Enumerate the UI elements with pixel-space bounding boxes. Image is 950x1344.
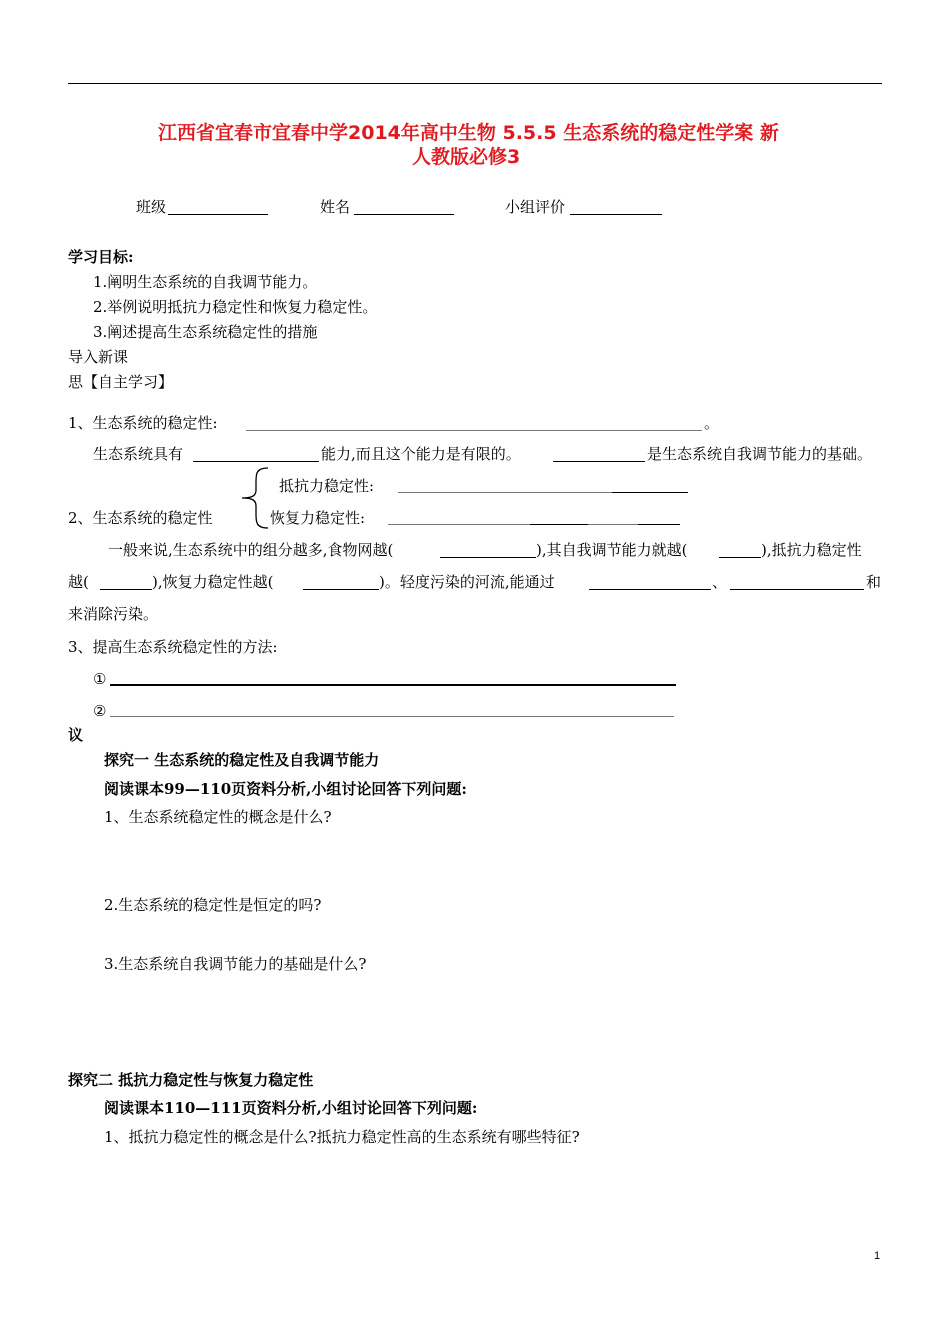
group-eval-label: 小组评价 bbox=[505, 198, 566, 216]
objective-item-2: 2.举例说明抵抗力稳定性和恢复力稳定性。 bbox=[93, 298, 378, 316]
q1-ability-blank[interactable] bbox=[193, 461, 319, 462]
objective-item-3: 3.阐述提高生态系统稳定性的措施 bbox=[93, 323, 318, 341]
q1-line2-text-c: 是生态系统自我调节能力的基础。 bbox=[647, 445, 873, 463]
curly-brace-icon bbox=[238, 466, 272, 530]
q2-recover-level-blank[interactable] bbox=[303, 589, 379, 590]
q2-para2-text-b: ),恢复力稳定性越( bbox=[152, 573, 274, 591]
document-title-line1: 江西省宜春市宜春中学2014年高中生物 5.5.5 生态系统的稳定性学案 新 bbox=[158, 122, 779, 144]
q3-item2-marker: ② bbox=[93, 702, 107, 720]
q2-foodweb-blank[interactable] bbox=[440, 557, 536, 558]
new-lesson-heading: 导入新课 bbox=[68, 348, 129, 366]
self-study-heading: 思【自主学习】 bbox=[68, 373, 174, 391]
q1-basis-blank[interactable] bbox=[553, 461, 645, 462]
q2-para3-text: 来消除污染。 bbox=[68, 605, 159, 623]
q3-item1-marker: ① bbox=[93, 670, 107, 688]
q3-method2-blank[interactable] bbox=[110, 716, 674, 717]
objectives-heading: 学习目标: bbox=[68, 248, 134, 266]
q1-label: 1、生态系统的稳定性: bbox=[68, 414, 218, 432]
q2-para2-text-e: 和 bbox=[866, 573, 882, 591]
q1-stability-blank[interactable] bbox=[246, 430, 702, 431]
group-eval-field[interactable] bbox=[570, 214, 662, 215]
q2-para2-text-d: 、 bbox=[712, 573, 728, 591]
q3-label: 3、提高生态系统稳定性的方法: bbox=[68, 638, 278, 656]
explore1-question-2: 2.生态系统的稳定性是恒定的吗? bbox=[104, 896, 322, 914]
explore2-title: 探究二 抵抗力稳定性与恢复力稳定性 bbox=[68, 1071, 314, 1089]
explore1-question-3: 3.生态系统自我调节能力的基础是什么? bbox=[104, 955, 367, 973]
name-label: 姓名 bbox=[320, 198, 351, 216]
q2-resistance-label: 抵抗力稳定性: bbox=[279, 477, 375, 495]
page-number: 1 bbox=[874, 1250, 881, 1262]
q2-para-text-a: 一般来说,生态系统中的组分越多,食物网越( bbox=[108, 541, 394, 559]
explore2-question-1: 1、抵抗力稳定性的概念是什么?抵抗力稳定性高的生态系统有哪些特征? bbox=[104, 1128, 580, 1146]
class-label: 班级 bbox=[136, 198, 167, 216]
q1-line2-text-a: 生态系统具有 bbox=[93, 445, 184, 463]
name-field[interactable] bbox=[354, 214, 454, 215]
q2-resistance-blank-b[interactable] bbox=[612, 492, 688, 493]
class-field[interactable] bbox=[168, 214, 268, 215]
q1-end-mark: 。 bbox=[704, 414, 720, 432]
q2-resist-level-blank[interactable] bbox=[100, 589, 152, 590]
explore1-reading: 阅读课本99—110页资料分析,小组讨论回答下列问题: bbox=[104, 780, 467, 798]
q2-method-blank-1[interactable] bbox=[589, 589, 711, 590]
q2-selfreg-blank[interactable] bbox=[719, 557, 761, 558]
document-title-line2: 人教版必修3 bbox=[412, 146, 521, 168]
explore2-reading: 阅读课本110—111页资料分析,小组讨论回答下列问题: bbox=[104, 1099, 478, 1117]
q2-recovery-blank-d[interactable] bbox=[638, 524, 680, 525]
explore1-title: 探究一 生态系统的稳定性及自我调节能力 bbox=[104, 751, 380, 769]
q2-label: 2、生态系统的稳定性 bbox=[68, 509, 213, 527]
discuss-heading: 议 bbox=[68, 726, 84, 744]
q2-para2-text-c: )。轻度污染的河流,能通过 bbox=[379, 573, 555, 591]
objective-item-1: 1.阐明生态系统的自我调节能力。 bbox=[93, 273, 318, 291]
q2-method-blank-2[interactable] bbox=[730, 589, 864, 590]
q2-recovery-blank-b[interactable] bbox=[530, 524, 588, 525]
q2-para-text-c: ),抵抗力稳定性 bbox=[761, 541, 862, 559]
q1-line2-text-b: 能力,而且这个能力是有限的。 bbox=[321, 445, 521, 463]
header-rule bbox=[68, 83, 882, 84]
q3-method1-blank[interactable] bbox=[110, 684, 676, 686]
q2-recovery-label: 恢复力稳定性: bbox=[270, 509, 366, 527]
explore1-question-1: 1、生态系统稳定性的概念是什么? bbox=[104, 808, 332, 826]
q2-resistance-blank-a[interactable] bbox=[398, 492, 612, 493]
q2-para2-text-a: 越( bbox=[68, 573, 89, 591]
q2-recovery-blank-c[interactable] bbox=[588, 524, 638, 525]
q2-para-text-b: ),其自我调节能力就越( bbox=[536, 541, 688, 559]
q2-recovery-blank-a[interactable] bbox=[388, 524, 530, 525]
